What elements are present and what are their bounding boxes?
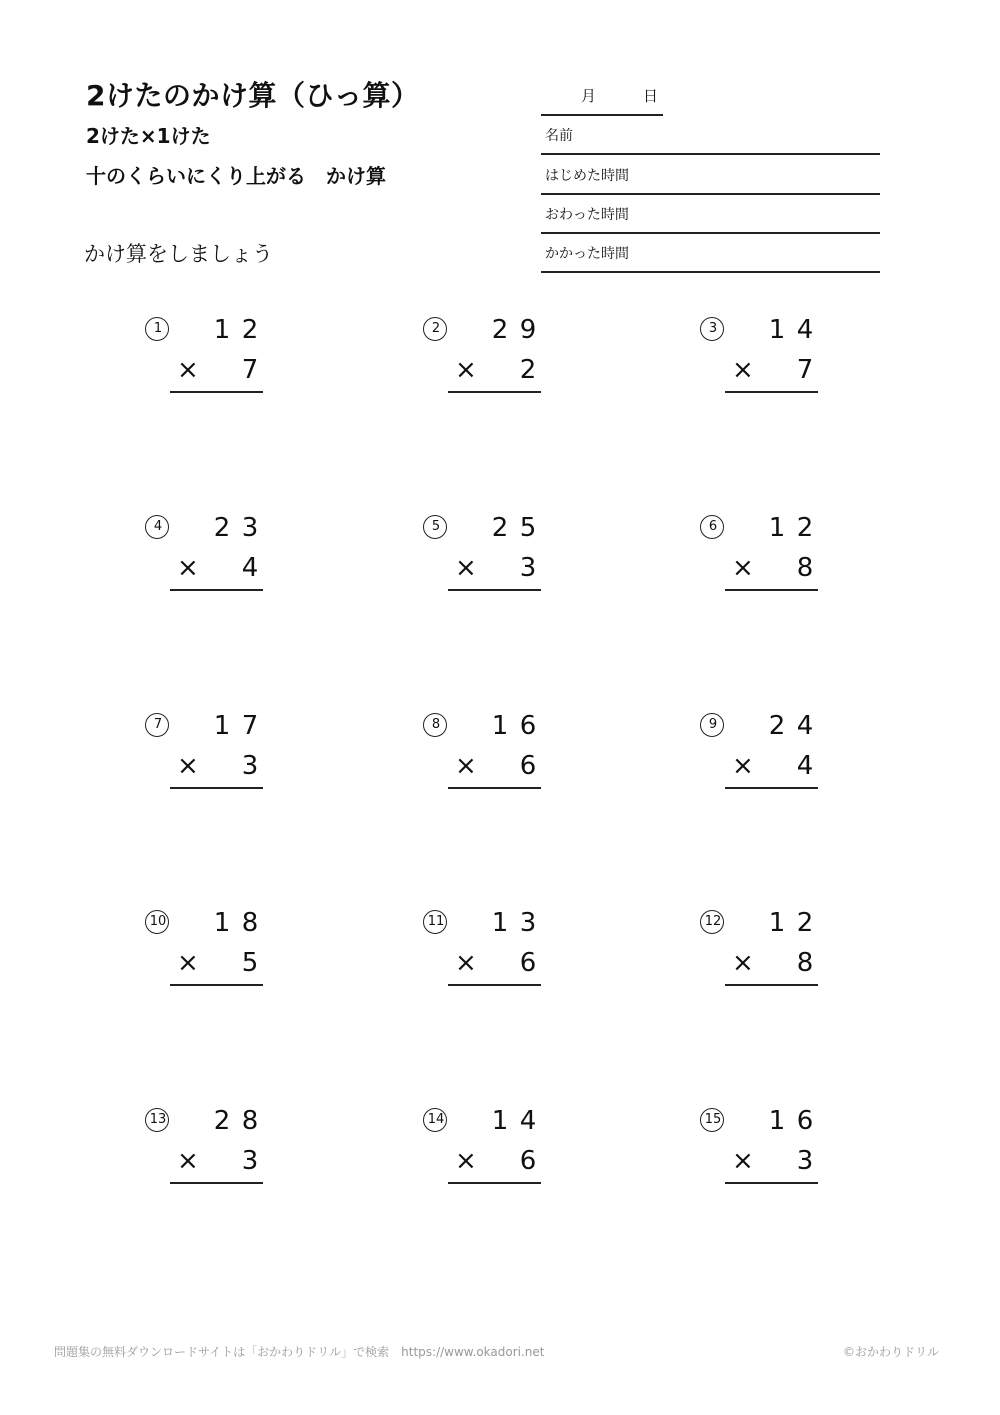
times-sign: × bbox=[732, 751, 754, 781]
start-time-label: はじめた時間 bbox=[545, 168, 629, 184]
problem-number bbox=[422, 908, 450, 936]
answer-line[interactable] bbox=[725, 787, 818, 789]
footer-copyright: ©おかわりドリル bbox=[842, 1345, 939, 1359]
multiplier: 2 bbox=[519, 355, 537, 385]
multiplicand-tens: 2 bbox=[491, 513, 509, 543]
problem-11 bbox=[422, 908, 562, 998]
multiplicand-ones: 6 bbox=[796, 1106, 814, 1136]
multiplicand-tens: 2 bbox=[213, 1106, 231, 1136]
times-sign: × bbox=[732, 355, 754, 385]
multiplicand-ones: 2 bbox=[796, 513, 814, 543]
problem-number bbox=[699, 711, 727, 739]
times-sign: × bbox=[455, 553, 477, 583]
answer-line[interactable] bbox=[170, 1182, 263, 1184]
multiplicand-ones: 4 bbox=[796, 315, 814, 345]
problem-13 bbox=[144, 1106, 284, 1196]
times-sign: × bbox=[732, 948, 754, 978]
elapsed-time-label: かかった時間 bbox=[545, 246, 629, 262]
problem-14 bbox=[422, 1106, 562, 1196]
multiplicand-ones: 9 bbox=[519, 315, 537, 345]
answer-line[interactable] bbox=[448, 1182, 541, 1184]
problem-number bbox=[699, 1106, 727, 1134]
answer-line[interactable] bbox=[170, 589, 263, 591]
multiplier: 6 bbox=[519, 751, 537, 781]
name-field[interactable] bbox=[541, 115, 880, 155]
multiplier: 3 bbox=[241, 1146, 259, 1176]
problem-number-text: 8 bbox=[431, 717, 441, 732]
times-sign: × bbox=[455, 355, 477, 385]
problem-7 bbox=[144, 711, 284, 801]
multiplicand-tens: 1 bbox=[213, 711, 231, 741]
problem-8 bbox=[422, 711, 562, 801]
multiplier: 6 bbox=[519, 948, 537, 978]
worksheet-topic: 十のくらいにくり上がる かけ算 bbox=[86, 164, 386, 188]
answer-line[interactable] bbox=[725, 984, 818, 986]
times-sign: × bbox=[455, 948, 477, 978]
name-label: 名前 bbox=[545, 128, 573, 144]
problem-3 bbox=[699, 315, 839, 405]
problem-number-text: 15 bbox=[704, 1112, 722, 1127]
problem-number bbox=[144, 513, 172, 541]
problem-number-text: 1 bbox=[153, 321, 163, 336]
multiplicand-tens: 1 bbox=[768, 1106, 786, 1136]
multiplicand-tens: 1 bbox=[491, 908, 509, 938]
multiplier: 8 bbox=[796, 948, 814, 978]
problem-10 bbox=[144, 908, 284, 998]
times-sign: × bbox=[177, 355, 199, 385]
answer-line[interactable] bbox=[725, 391, 818, 393]
problem-number-text: 12 bbox=[704, 914, 722, 929]
multiplicand-ones: 3 bbox=[241, 513, 259, 543]
problem-number-text: 4 bbox=[153, 519, 163, 534]
problem-2 bbox=[422, 315, 562, 405]
problem-number bbox=[699, 513, 727, 541]
multiplier: 6 bbox=[519, 1146, 537, 1176]
multiplicand-ones: 7 bbox=[241, 711, 259, 741]
problem-number-text: 14 bbox=[427, 1112, 445, 1127]
problem-4 bbox=[144, 513, 284, 603]
multiplicand-tens: 1 bbox=[491, 1106, 509, 1136]
multiplicand-ones: 4 bbox=[796, 711, 814, 741]
problem-9 bbox=[699, 711, 839, 801]
start-time-field[interactable] bbox=[541, 155, 880, 195]
multiplicand-tens: 1 bbox=[213, 315, 231, 345]
multiplier: 8 bbox=[796, 553, 814, 583]
end-time-field[interactable] bbox=[541, 194, 880, 234]
problem-number bbox=[699, 908, 727, 936]
multiplicand-tens: 1 bbox=[213, 908, 231, 938]
multiplier: 5 bbox=[241, 948, 259, 978]
problem-number-text: 10 bbox=[149, 914, 167, 929]
times-sign: × bbox=[455, 1146, 477, 1176]
multiplicand-ones: 6 bbox=[519, 711, 537, 741]
multiplicand-tens: 1 bbox=[768, 908, 786, 938]
multiplier: 3 bbox=[241, 751, 259, 781]
times-sign: × bbox=[732, 1146, 754, 1176]
problem-number bbox=[422, 315, 450, 343]
multiplier: 4 bbox=[241, 553, 259, 583]
multiplier: 4 bbox=[796, 751, 814, 781]
problem-number-text: 3 bbox=[708, 321, 718, 336]
problem-number bbox=[422, 711, 450, 739]
multiplicand-tens: 2 bbox=[491, 315, 509, 345]
multiplicand-tens: 1 bbox=[491, 711, 509, 741]
problem-1 bbox=[144, 315, 284, 405]
answer-line[interactable] bbox=[448, 391, 541, 393]
date-field[interactable] bbox=[541, 82, 663, 116]
multiplier: 3 bbox=[796, 1146, 814, 1176]
problem-number bbox=[422, 1106, 450, 1134]
day-label: 日 bbox=[643, 87, 659, 105]
times-sign: × bbox=[177, 948, 199, 978]
worksheet-title: 2けたのかけ算（ひっ算） bbox=[86, 79, 420, 112]
multiplicand-tens: 1 bbox=[768, 315, 786, 345]
problem-number-text: 5 bbox=[431, 519, 441, 534]
answer-line[interactable] bbox=[448, 984, 541, 986]
problem-number bbox=[144, 1106, 172, 1134]
problem-6 bbox=[699, 513, 839, 603]
worksheet-subtitle: 2けた×1けた bbox=[86, 124, 211, 148]
answer-line[interactable] bbox=[170, 787, 263, 789]
month-label: 月 bbox=[581, 87, 597, 105]
multiplier: 7 bbox=[796, 355, 814, 385]
multiplicand-tens: 2 bbox=[768, 711, 786, 741]
problem-number-text: 6 bbox=[708, 519, 718, 534]
answer-line[interactable] bbox=[170, 984, 263, 986]
problem-number bbox=[144, 711, 172, 739]
times-sign: × bbox=[177, 751, 199, 781]
answer-line[interactable] bbox=[448, 787, 541, 789]
times-sign: × bbox=[177, 1146, 199, 1176]
answer-line[interactable] bbox=[448, 589, 541, 591]
multiplicand-tens: 2 bbox=[213, 513, 231, 543]
answer-line[interactable] bbox=[725, 589, 818, 591]
multiplicand-ones: 3 bbox=[519, 908, 537, 938]
multiplicand-ones: 2 bbox=[241, 315, 259, 345]
end-time-label: おわった時間 bbox=[545, 207, 629, 223]
problem-5 bbox=[422, 513, 562, 603]
elapsed-time-field[interactable] bbox=[541, 233, 880, 273]
instruction-text: かけ算をしましょう bbox=[84, 242, 273, 266]
multiplicand-ones: 2 bbox=[796, 908, 814, 938]
footer-site-note: 問題集の無料ダウンロードサイトは「おかわりドリル」で検索 https://www.okadori.net bbox=[54, 1345, 545, 1359]
problem-number-text: 7 bbox=[153, 717, 163, 732]
multiplier: 3 bbox=[519, 553, 537, 583]
multiplicand-ones: 8 bbox=[241, 908, 259, 938]
problem-number-text: 2 bbox=[431, 321, 441, 336]
multiplicand-ones: 4 bbox=[519, 1106, 537, 1136]
answer-line[interactable] bbox=[170, 391, 263, 393]
problem-number bbox=[144, 908, 172, 936]
times-sign: × bbox=[177, 553, 199, 583]
problem-number bbox=[144, 315, 172, 343]
problem-number-text: 13 bbox=[149, 1112, 167, 1127]
problem-number-text: 11 bbox=[427, 914, 445, 929]
multiplicand-ones: 8 bbox=[241, 1106, 259, 1136]
multiplier: 7 bbox=[241, 355, 259, 385]
answer-line[interactable] bbox=[725, 1182, 818, 1184]
problem-15 bbox=[699, 1106, 839, 1196]
problem-number bbox=[699, 315, 727, 343]
problem-12 bbox=[699, 908, 839, 998]
times-sign: × bbox=[455, 751, 477, 781]
problem-number bbox=[422, 513, 450, 541]
multiplicand-ones: 5 bbox=[519, 513, 537, 543]
problem-number-text: 9 bbox=[708, 717, 718, 732]
multiplicand-tens: 1 bbox=[768, 513, 786, 543]
times-sign: × bbox=[732, 553, 754, 583]
